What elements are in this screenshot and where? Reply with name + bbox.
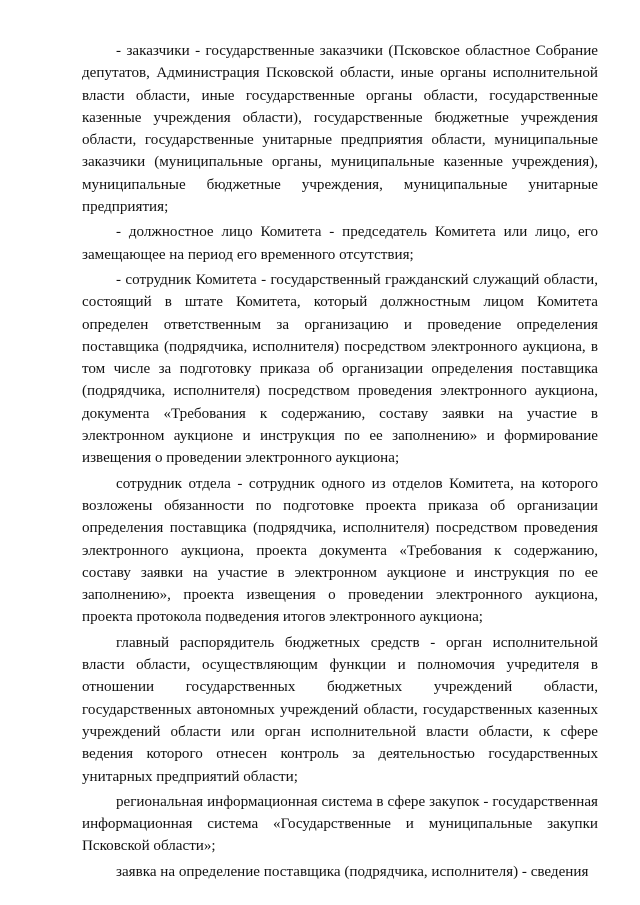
definition-regional-information-system: региональная информационная система в сфере закупок - государственная информационная система «Государственные и муниципальные закупки Псковской области»; (82, 793, 598, 855)
definition-supplier-application: заявка на определение поставщика (подрядчика, исполнителя) - сведения (116, 863, 589, 880)
definition-committee-employee: - сотрудник Комитета - государственный гражданский служащий области, состоящий в штате Комитета, который должностным лицом Комитета определен ответственным за организацию и проведение определения поставщика (подрядчика, исполнителя) посредством электронного аукциона, в том числе за подготовку приказа об организации определения поставщика (подрядчика, исполнителя) посредством проведения электронного аукциона, документа «Требования к содержанию, составу заявки на участие в электронном аукционе и инструкция по ее заполнению» и формирование извещения о проведении электронного аукциона; (82, 271, 598, 467)
definition-committee-official: - должностное лицо Комитета - председатель Комитета или лицо, его замещающее на период его временного отсутствия; (82, 224, 598, 263)
definition-department-employee: сотрудник отдела - сотрудник одного из отделов Комитета, на которого возложены обязанности по подготовке проекта приказа об организации определения поставщика (подрядчика, исполнителя) посредством проведения электронного аукциона, проекта документа «Требования к содержанию, составу заявки на участие в электронном аукционе и инструкция по ее заполнению», проекта извещения о проведении электронного аукциона, проекта протокола подведения итогов электронного аукциона; (82, 475, 598, 626)
definition-chief-budget-administrator: главный распорядитель бюджетных средств - орган исполнительной власти области, осуществляющим функции и полномочия учредителя в отношении государственных бюджетных учреждений области, государственных автономных учреждений области, государственных казенных учреждений области или орган исполнительной власти области, к сфере ведения которого отнесен контроль за деятельностью государственных унитарных предприятий области; (82, 634, 598, 785)
document-page (82, 40, 598, 883)
definition-customers: - заказчики - государственные заказчики (Псковское областное Собрание депутатов, Администрация Псковской области, иные органы исполнительной власти области, иные государственные органы области, государственные казенные учреждения области), государственные бюджетные учреждения области, государственные унитарные предприятия области, муниципальные заказчики (муниципальные органы, муниципальные казенные учреждения), муниципальные бюджетные учреждения, муниципальные унитарные предприятия; (82, 43, 598, 216)
